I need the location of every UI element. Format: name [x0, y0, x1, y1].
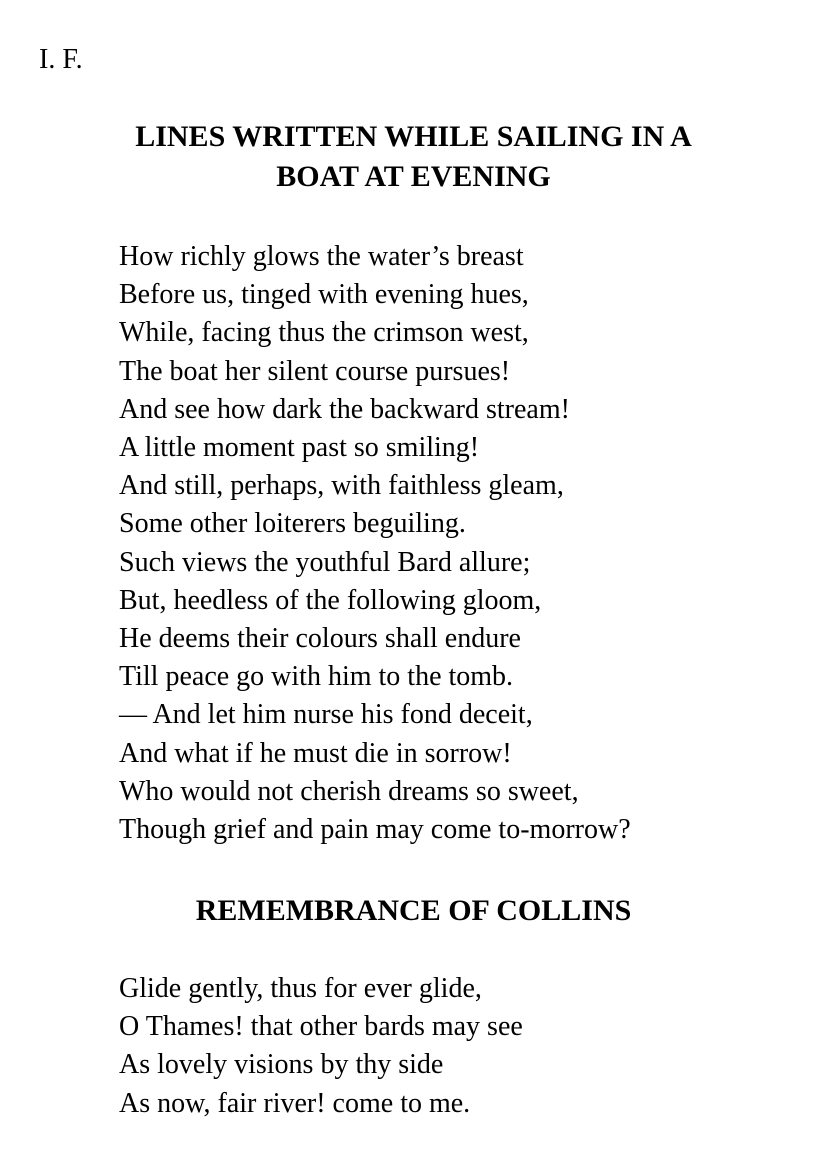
verse-line: But, heedless of the following gloom,: [119, 584, 542, 616]
verse-line: He deems their colours shall endure: [119, 623, 521, 655]
verse-line: As now, fair river! come to me.: [119, 1087, 471, 1119]
verse-line: — And let him nurse his fond deceit,: [119, 699, 533, 731]
poem-body: [119, 970, 523, 1123]
verse-line: Some other loiterers beguiling.: [119, 508, 466, 540]
verse-line: Glide gently, thus for ever glide,: [119, 973, 482, 1004]
verse-line: While, facing thus the crimson west,: [119, 317, 529, 349]
poem-title-line: LINES WRITTEN WHILE SAILING IN A: [135, 120, 692, 153]
verse-line: And see how dark the backward stream!: [119, 393, 570, 425]
poem-title-line: BOAT AT EVENING: [276, 160, 551, 193]
poem-body: [119, 238, 631, 849]
verse-line: As lovely visions by thy side: [119, 1049, 444, 1081]
verse-line: Before us, tinged with evening hues,: [119, 279, 529, 311]
poem-title-line: REMEMBRANCE OF COLLINS: [195, 894, 632, 927]
verse-line: A little moment past so smiling!: [119, 432, 480, 464]
verse-line: Though grief and pain may come to-morrow?: [119, 814, 631, 846]
verse-line: How richly glows the water’s breast: [119, 241, 524, 272]
verse-line: And what if he must die in sorrow!: [119, 737, 512, 769]
verse-line: Such views the youthful Bard allure;: [119, 546, 531, 578]
verse-line: And still, perhaps, with faithless gleam,: [119, 470, 564, 502]
poem-title: [40, 117, 787, 197]
verse-line: Who would not cherish dreams so sweet,: [119, 775, 579, 807]
poem-title: [40, 891, 787, 931]
verse-line: Till peace go with him to the tomb.: [119, 661, 514, 693]
page-header-mark: I. F.: [39, 44, 83, 75]
verse-line: O Thames! that other bards may see: [119, 1011, 523, 1043]
verse-line: The boat her silent course pursues!: [119, 355, 511, 387]
